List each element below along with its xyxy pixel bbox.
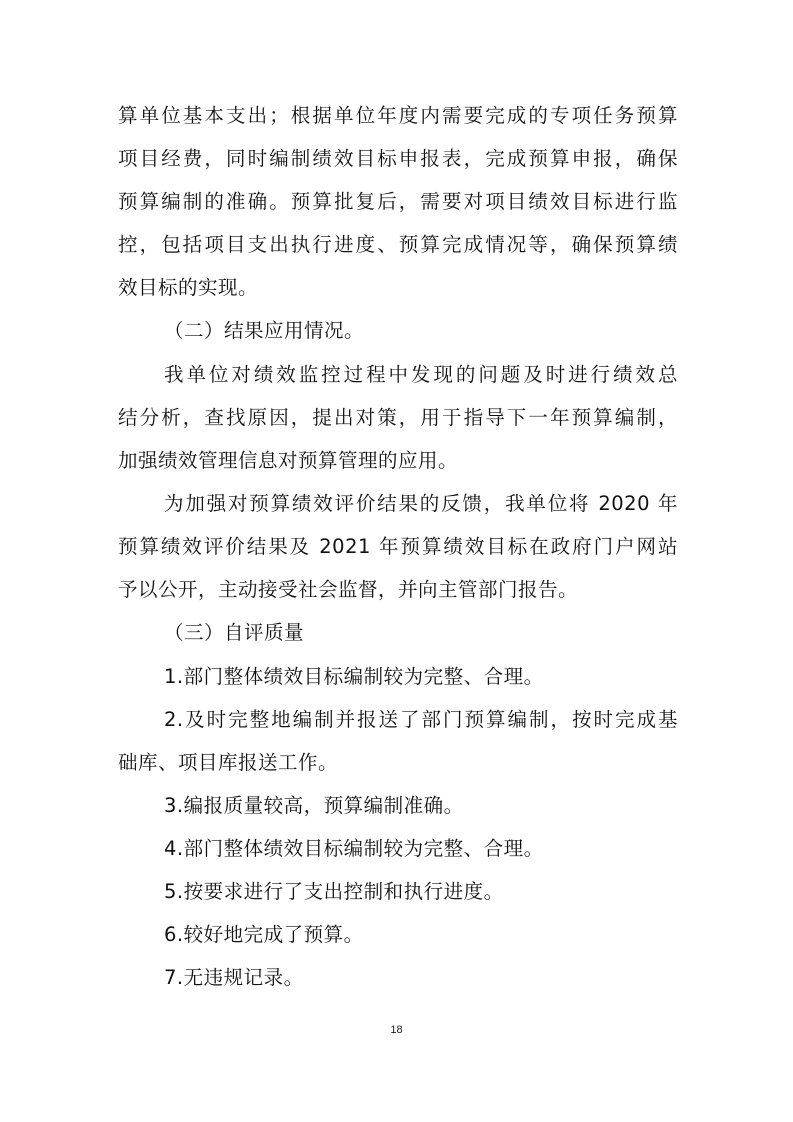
paragraph-1-line-5: 效目标的实现。	[118, 276, 259, 299]
list-item-6: 6.较好地完成了预算。	[164, 923, 364, 946]
list-item-4: 4.部门整体绩效目标编制较为完整、合理。	[164, 837, 544, 860]
section-3-heading: （三）自评质量	[164, 621, 305, 644]
list-item-3: 3.编报质量较高，预算编制准确。	[164, 794, 464, 817]
paragraph-1-line-1: 算单位基本支出；根据单位年度内需要完成的专项任务预算	[118, 104, 678, 127]
list-item-7: 7.无违规记录。	[164, 966, 304, 989]
list-item-2-line-1: 2.及时完整地编制并报送了部门预算编制，按时完成基	[164, 708, 678, 731]
list-item-1: 1.部门整体绩效目标编制较为完整、合理。	[164, 665, 544, 688]
paragraph-2-line-1: 我单位对绩效监控过程中发现的问题及时进行绩效总	[164, 363, 678, 386]
paragraph-1-line-4: 控，包括项目支出执行进度、预算完成情况等，确保预算绩	[118, 233, 678, 256]
section-2-heading: （二）结果应用情况。	[164, 319, 365, 342]
paragraph-1-line-3: 预算编制的准确。预算批复后，需要对项目绩效目标进行监	[118, 190, 678, 213]
paragraph-3-line-3: 予以公开，主动接受社会监督，并向主管部门报告。	[118, 578, 579, 601]
paragraph-2-line-2: 结分析，查找原因，提出对策，用于指导下一年预算编制，	[118, 406, 678, 429]
paragraph-2-line-3: 加强绩效管理信息对预算管理的应用。	[118, 449, 459, 472]
page-number: 18	[390, 1024, 403, 1036]
paragraph-3-line-2: 预算绩效评价结果及 2021 年预算绩效目标在政府门户网站	[118, 535, 678, 558]
list-item-2-line-2: 础库、项目库报送工作。	[118, 751, 339, 774]
paragraph-1-line-2: 项目经费，同时编制绩效目标申报表，完成预算申报，确保	[118, 147, 678, 170]
paragraph-3-line-1: 为加强对预算绩效评价结果的反馈，我单位将 2020 年	[164, 492, 678, 515]
list-item-5: 5.按要求进行了支出控制和执行进度。	[164, 880, 504, 903]
